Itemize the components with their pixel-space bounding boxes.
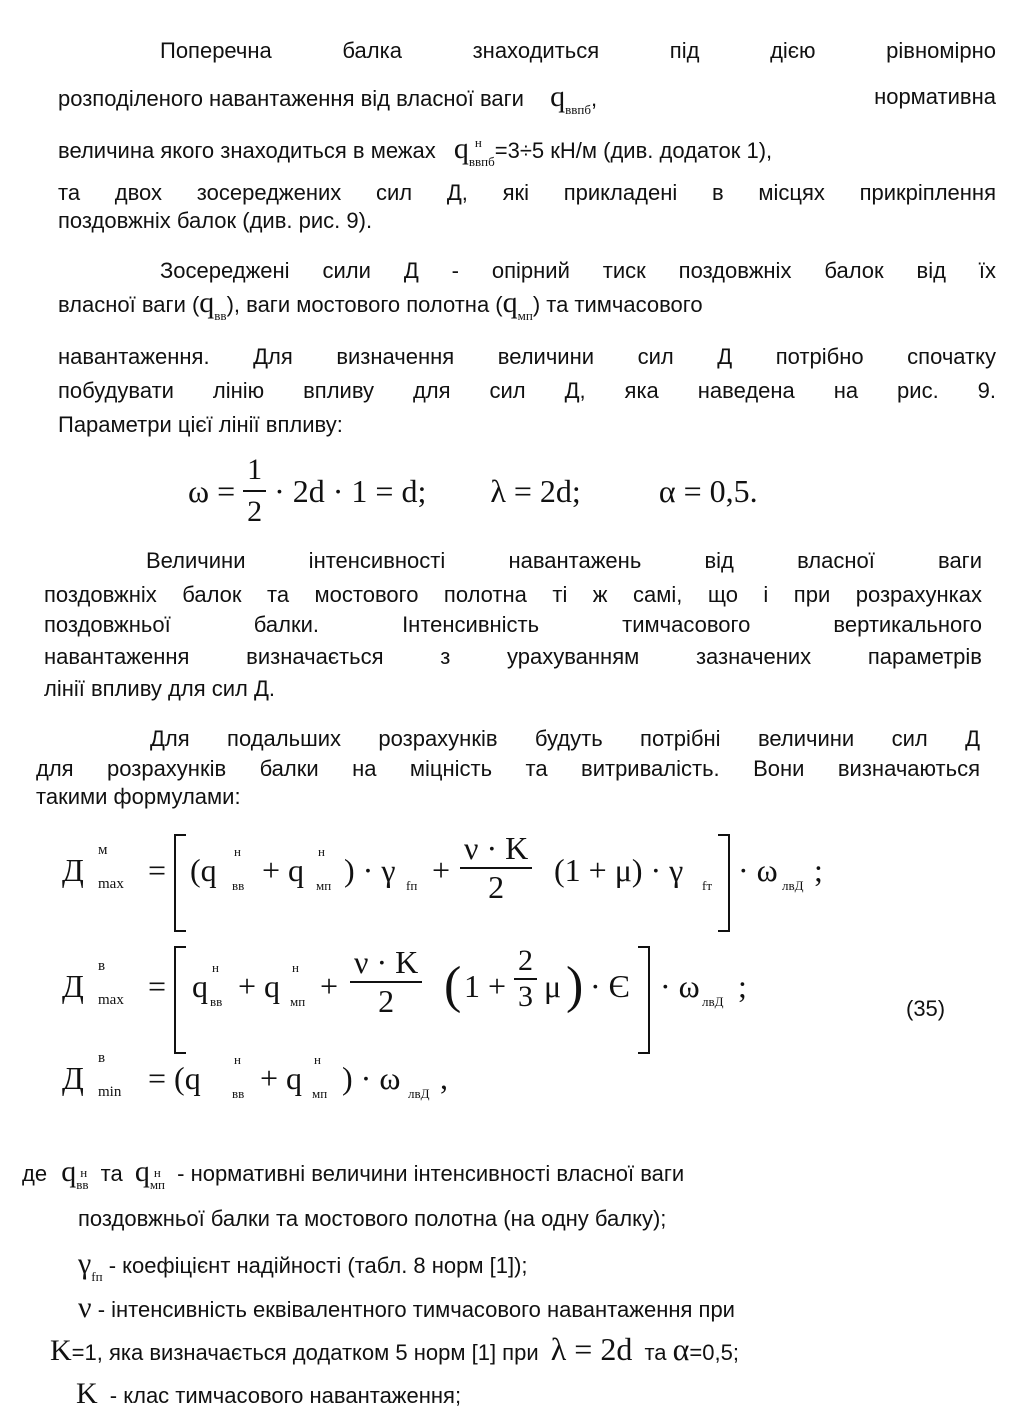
formula-parameters: ω = $\frac{1}{2}$ · 2d · 1 = d; λ = 2d; α = 0,5. (188, 450, 758, 532)
p1-line3: величина якого знаходиться в межах q $_{н ввпб}$=3÷5 кН/м (див. додаток 1), (58, 132, 773, 169)
p4-line3: такими формулами: (36, 784, 241, 809)
legend-line4: ν - інтенсивність еквівалентного тимчасового навантаження при (78, 1291, 735, 1324)
p2-line1: Зосереджені сили Д - опірний тиск поздовжніх балок від їх (160, 258, 996, 283)
p4-line1: Для подальших розрахунків будуть потрібні величини сил Д (150, 726, 980, 751)
legend-line3: $\gamma_{fп}$ - коефіцієнт надійності (табл. 8 норм [1]); (78, 1247, 528, 1284)
legend-line5: K=1, яка визначається додатком 5 норм [1] при λ = 2d та α=0,5; (50, 1331, 739, 1367)
formula-dmin-v: Д в min = (q н вв + q н мп ) · ω лвД , (62, 1050, 448, 1101)
p3-line4: навантаження визначається з урахуванням зазначених параметрів (44, 644, 982, 669)
p3-line2: поздовжніх балок та мостового полотна ті ж самі, що і при розрахунках (44, 582, 982, 607)
p1-line2: розподіленого навантаження від власної ваги $q_{ввпб}$, нормативна (58, 80, 996, 117)
formula-dmax-v: Д в max = q н вв + q н мп + $\frac{\nu \cdot K}{2}$ ( 1 + $\frac{2}{3}$ μ ) · Є · ω лвД ; (62, 942, 842, 1062)
p1-line5: поздовжніх балок (див. рис. 9). (58, 208, 373, 233)
legend-line2: поздовжньої балки та мостового полотна (на одну балку); (78, 1206, 667, 1231)
p2-line3: навантаження. Для визначення величини сил Д потрібно спочатку (58, 344, 996, 369)
equation-number: (35) (906, 996, 946, 1021)
p2-line5: Параметри цієї лінії впливу: (58, 412, 343, 437)
legend-line1: де q $_{н вв}$ та q $_{н мп}$ - нормативні величини інтенсивності власної ваги (22, 1155, 685, 1192)
formula-dmax-m: Д м max = (q н вв + q н мп ) · γ fп + $\frac{\nu \cdot K}{2}$ (1 + μ) · γ fт · ω лвД ; (62, 830, 842, 940)
p2-line2: власної ваги $(q_{вв})$, ваги мостового полотна $(q_{мп})$ та тимчасового (58, 286, 703, 323)
p3-line5: лінії впливу для сил Д. (44, 676, 275, 701)
p3-line3: поздовжньої балки. Інтенсивність тимчасового вертикального (44, 612, 982, 637)
p2-line4: побудувати лінію впливу для сил Д, яка наведена на рис. 9. (58, 378, 996, 403)
p1-line4: та двох зосереджених сил Д, які прикладені в місцях прикріплення (58, 180, 996, 205)
legend-line6: K - клас тимчасового навантаження; (76, 1377, 462, 1410)
p3-line1: Величини інтенсивності навантажень від власної ваги (146, 548, 982, 573)
p4-line2: для розрахунків балки на міцність та витривалість. Вони визначаються (36, 756, 980, 781)
p1-line1: Поперечна балка знаходиться під дією рівномірно (160, 38, 996, 63)
